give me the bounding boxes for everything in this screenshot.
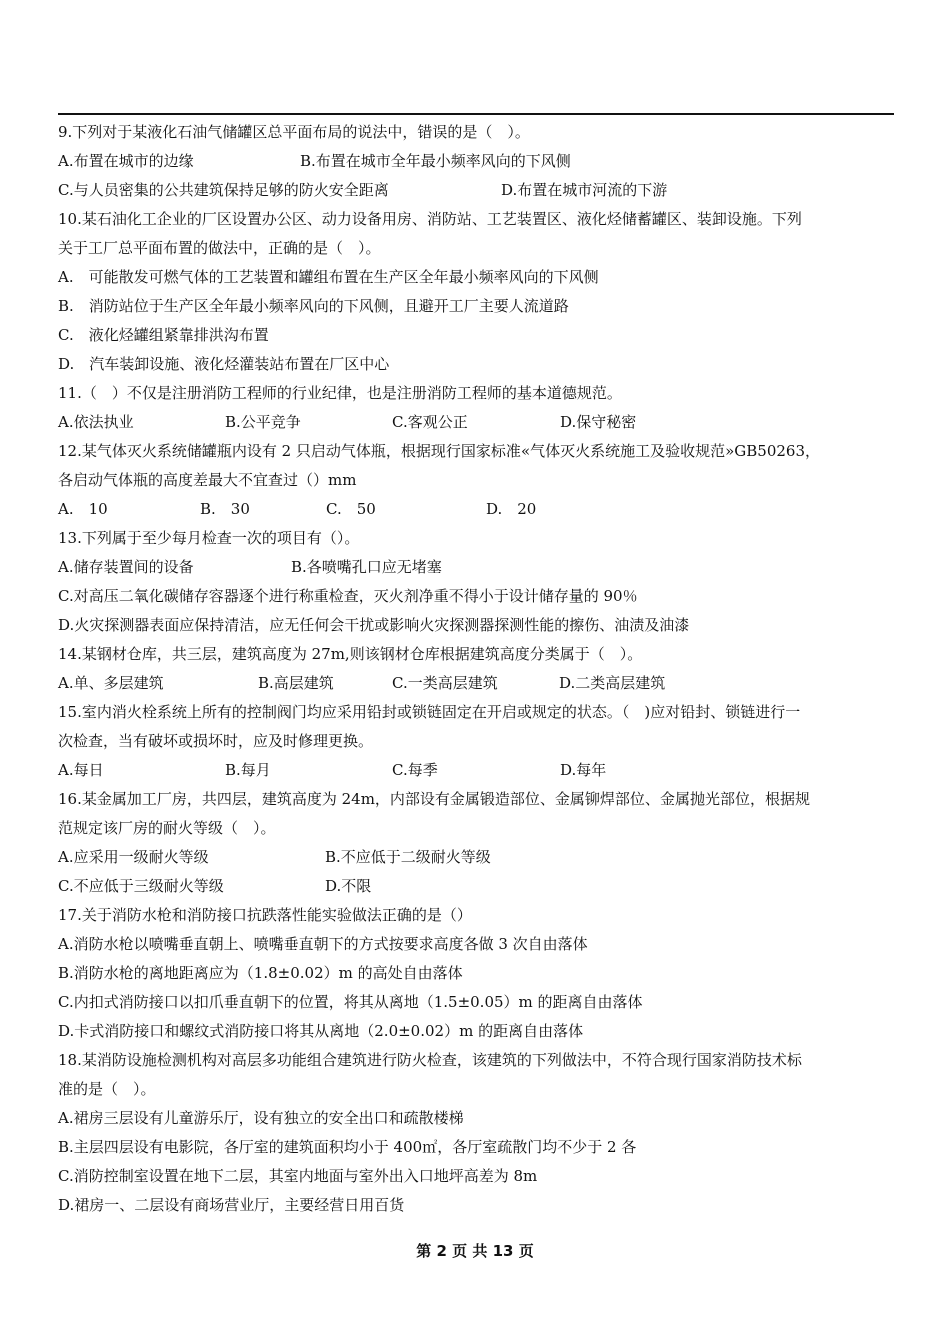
page-content	[58, 118, 898, 1220]
q16-option-d: D.不限	[325, 877, 372, 895]
q16-option-c: C.不应低于三级耐火等级	[58, 877, 224, 895]
q10-option-c: C. 液化烃罐组紧靠排洪沟布置	[58, 326, 269, 344]
q15-stem-line1: 15.室内消火栓系统上所有的控制阀门均应采用铅封或锁链固定在开启或规定的状态。（ )应对铅封、锁链进行一	[58, 703, 801, 721]
q16-stem-line2: 范规定该厂房的耐火等级（ ）。	[58, 819, 276, 837]
header-rule	[58, 113, 894, 115]
q18-option-c: C.消防控制室设置在地下二层，其室内地面与室外出入口地坪高差为 8m	[58, 1167, 538, 1185]
q18-stem-line1: 18.某消防设施检测机构对高层多功能组合建筑进行防火检查，该建筑的下列做法中，不符合现行国家消防技术标	[58, 1051, 802, 1069]
q16-option-a: A.应采用一级耐火等级	[58, 848, 209, 866]
q12-stem-line1: 12.某气体灭火系统储罐瓶内设有 2 只启动气体瓶，根据现行国家标准«气体灭火系统施工及验收规范»GB50263，	[58, 442, 821, 460]
q16-stem-line1: 16.某金属加工厂房，共四层，建筑高度为 24m，内部设有金属锻造部位、金属铆焊部位、金属抛光部位，根据规	[58, 790, 810, 808]
q9-stem: 9.下列对于某液化石油气储罐区总平面布局的说法中，错误的是（ ）。	[58, 123, 530, 141]
q18-option-d: D.裙房一、二层设有商场营业厅，主要经营日用百货	[58, 1196, 405, 1214]
q10-option-a: A. 可能散发可燃气体的工艺装置和罐组布置在生产区全年最小频率风向的下风侧	[58, 268, 599, 286]
q12-option-c: C. 50	[326, 500, 376, 518]
q12-option-d: D. 20	[486, 500, 537, 518]
q14-stem: 14.某钢材仓库，共三层，建筑高度为 27m,则该钢材仓库根据建筑高度分类属于（ ）。	[58, 645, 643, 663]
q14-option-d: D.二类高层建筑	[559, 674, 666, 692]
q17-option-c: C.内扣式消防接口以扣爪垂直朝下的位置，将其从离地（1.5±0.05）m 的距离自由落体	[58, 993, 643, 1011]
q15-option-d: D.每年	[560, 761, 607, 779]
q11-options	[58, 408, 898, 437]
q14-option-b: B.高层建筑	[258, 674, 334, 692]
q17-option-d: D.卡式消防接口和螺纹式消防接口将其从离地（2.0±0.02）m 的距离自由落体	[58, 1022, 584, 1040]
q18-option-b: B.主层四层设有电影院，各厅室的建筑面积均小于 400㎡，各厅室疏散门均不少于 2 各	[58, 1138, 637, 1156]
q10-stem-line2: 关于工厂总平面布置的做法中，正确的是（ ）。	[58, 239, 381, 257]
q9-option-b: B.布置在城市全年最小频率风向的下风侧	[300, 152, 571, 170]
q10-stem-line1: 10.某石油化工企业的厂区设置办公区、动力设备用房、消防站、工艺装置区、液化烃储蓄罐区、装卸设施。下列	[58, 210, 802, 228]
q11-stem: 11.（ ）不仅是注册消防工程师的行业纪律，也是注册消防工程师的基本道德规范。	[58, 384, 622, 402]
q12-option-b: B. 30	[200, 500, 250, 518]
page-number-footer: 第 2 页 共 13 页	[416, 1242, 534, 1260]
q9-option-a: A.布置在城市的边缘	[58, 152, 194, 170]
q15-options	[58, 756, 898, 785]
q15-option-c: C.每季	[392, 761, 438, 779]
q15-option-a: A.每日	[58, 761, 104, 779]
q13-option-d: D.火灾探测器表面应保持清洁，应无任何会干扰或影响火灾探测器探测性能的擦伤、油渍及油漆	[58, 616, 690, 634]
q12-options	[58, 495, 898, 524]
q18-stem-line2: 准的是（ ）。	[58, 1080, 156, 1098]
q9-options-row1	[58, 147, 898, 176]
q9-options-row2	[58, 176, 898, 205]
q18-option-a: A.裙房三层设有儿童游乐厅，设有独立的安全出口和疏散楼梯	[58, 1109, 464, 1127]
q12-stem-line2: 各启动气体瓶的高度差最大不宜查过（）mm	[58, 471, 357, 489]
q12-option-a: A. 10	[58, 500, 108, 518]
q15-option-b: B.每月	[225, 761, 271, 779]
q17-stem: 17.关于消防水枪和消防接口抗跌落性能实验做法正确的是（）	[58, 906, 472, 924]
q16-options-row1	[58, 843, 898, 872]
q15-stem-line2: 次检查，当有破坏或损坏时，应及时修理更换。	[58, 732, 374, 750]
q13-option-b: B.各喷嘴孔口应无堵塞	[291, 558, 442, 576]
q10-option-d: D. 汽车装卸设施、液化烃灌装站布置在厂区中心	[58, 355, 390, 373]
q11-option-c: C.客观公正	[392, 413, 468, 431]
q14-option-c: C.一类高层建筑	[392, 674, 498, 692]
q9-option-d: D.布置在城市河流的下游	[501, 181, 668, 199]
q17-option-b: B.消防水枪的离地距离应为（1.8±0.02）m 的高处自由落体	[58, 964, 463, 982]
q13-option-a: A.储存装置间的设备	[58, 558, 194, 576]
q13-options-row1	[58, 553, 898, 582]
q13-option-c: C.对高压二氧化碳储存容器逐个进行称重检查，灭火剂净重不得小于设计储存量的 90％	[58, 587, 638, 605]
q9-option-c: C.与人员密集的公共建筑保持足够的防火安全距离	[58, 181, 389, 199]
q14-option-a: A.单、多层建筑	[58, 674, 164, 692]
q13-stem: 13.下列属于至少每月检查一次的项目有（）。	[58, 529, 360, 547]
q11-option-a: A.依法执业	[58, 413, 134, 431]
q16-option-b: B.不应低于二级耐火等级	[325, 848, 491, 866]
q10-option-b: B. 消防站位于生产区全年最小频率风向的下风侧，且避开工厂主要人流道路	[58, 297, 569, 315]
q11-option-d: D.保守秘密	[560, 413, 637, 431]
q16-options-row2	[58, 872, 898, 901]
q17-option-a: A.消防水枪以喷嘴垂直朝上、喷嘴垂直朝下的方式按要求高度各做 3 次自由落体	[58, 935, 588, 953]
q11-option-b: B.公平竞争	[225, 413, 301, 431]
q14-options	[58, 669, 898, 698]
